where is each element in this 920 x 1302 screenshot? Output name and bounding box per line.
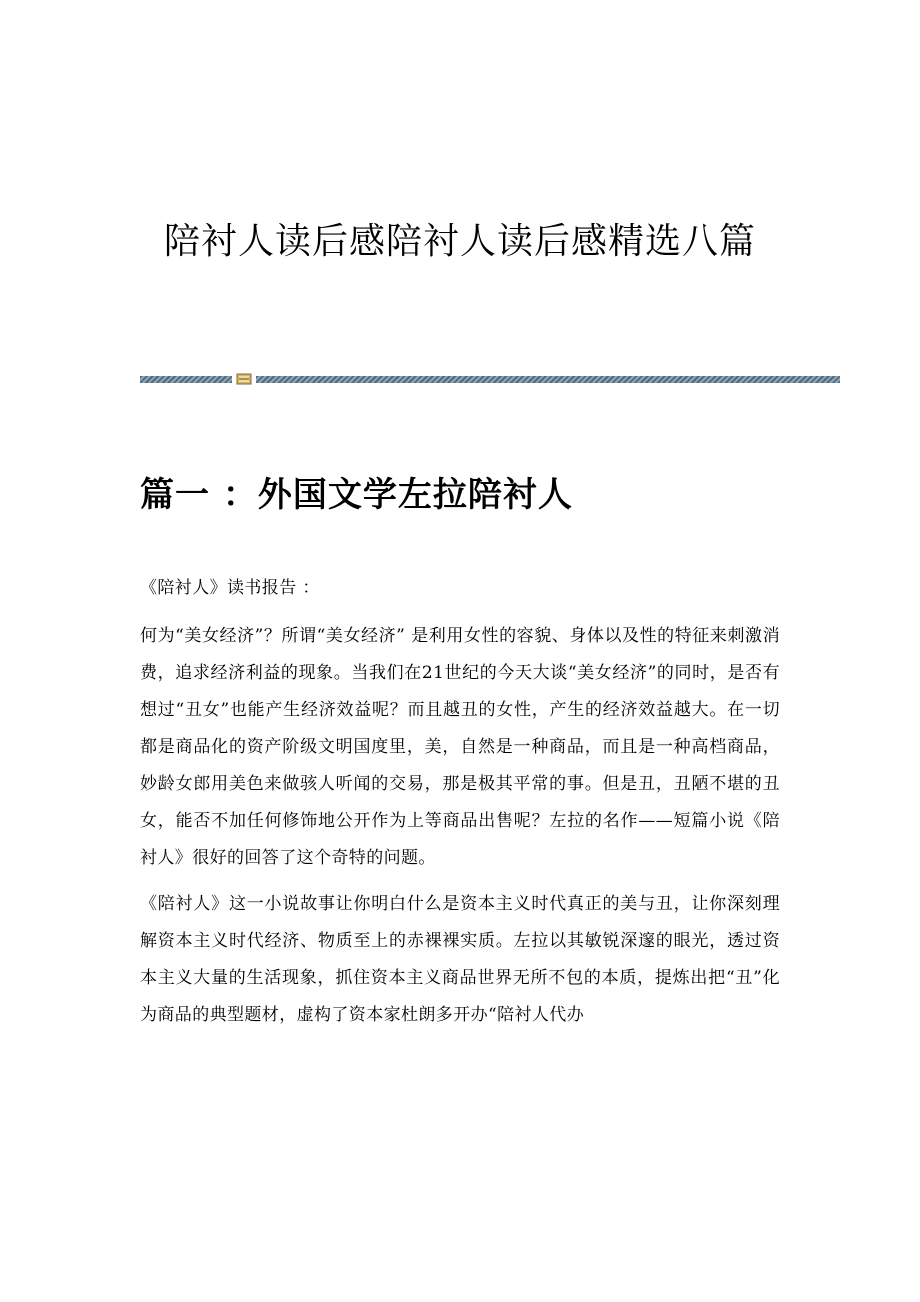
paragraph-2: 《陪衬人》这一小说故事让你明白什么是资本主义时代真正的美与丑，让你深刻理解资本主义时代经济、物质至上的赤裸裸实质。左拉以其敏锐深邃的眼光，透过资本主义大量的生活现象，抓住资本主义商品世界无所不包的本质，提炼出把“丑”化为商品的典型题材，虚构了资本家杜朗多开办“陪衬人代办: [140, 894, 780, 1025]
document-title: 陪衬人读后感陪衬人读后感精选八篇: [163, 221, 756, 262]
paragraph-1: 何为“美女经济”？所谓“美女经济” 是利用女性的容貌、身体以及性的特征来刺激消费，追求经济利益的现象。当我们在21世纪的今天大谈“美女经济”的同时，是否有想过“丑女”也能产生经济效益呢？而且越丑的女性，产生的经济效益越大。在一切都是商品化的资产阶级文明国度里，美，自然是一种商品，而且是一种高档商品，妙龄女郎用美色来做骇人听闻的交易，那是极其平常的事。但是丑，丑陋不堪的丑女，能否不加任何修饰地公开作为上等商品出售呢？左拉的名作——短篇小说《陪衬人》很好的回答了这个奇特的问题。: [140, 626, 780, 868]
title-divider: [140, 372, 840, 386]
divider-ornament-icon: [236, 373, 252, 385]
section-heading: 篇一 ：外国文学左拉陪衬人: [140, 475, 573, 515]
divider-bar-left: [140, 376, 232, 383]
article-body: [140, 570, 780, 1043]
intro-line: 《陪衬人》读书报告 ：: [140, 578, 320, 598]
divider-bar-right: [256, 376, 840, 383]
